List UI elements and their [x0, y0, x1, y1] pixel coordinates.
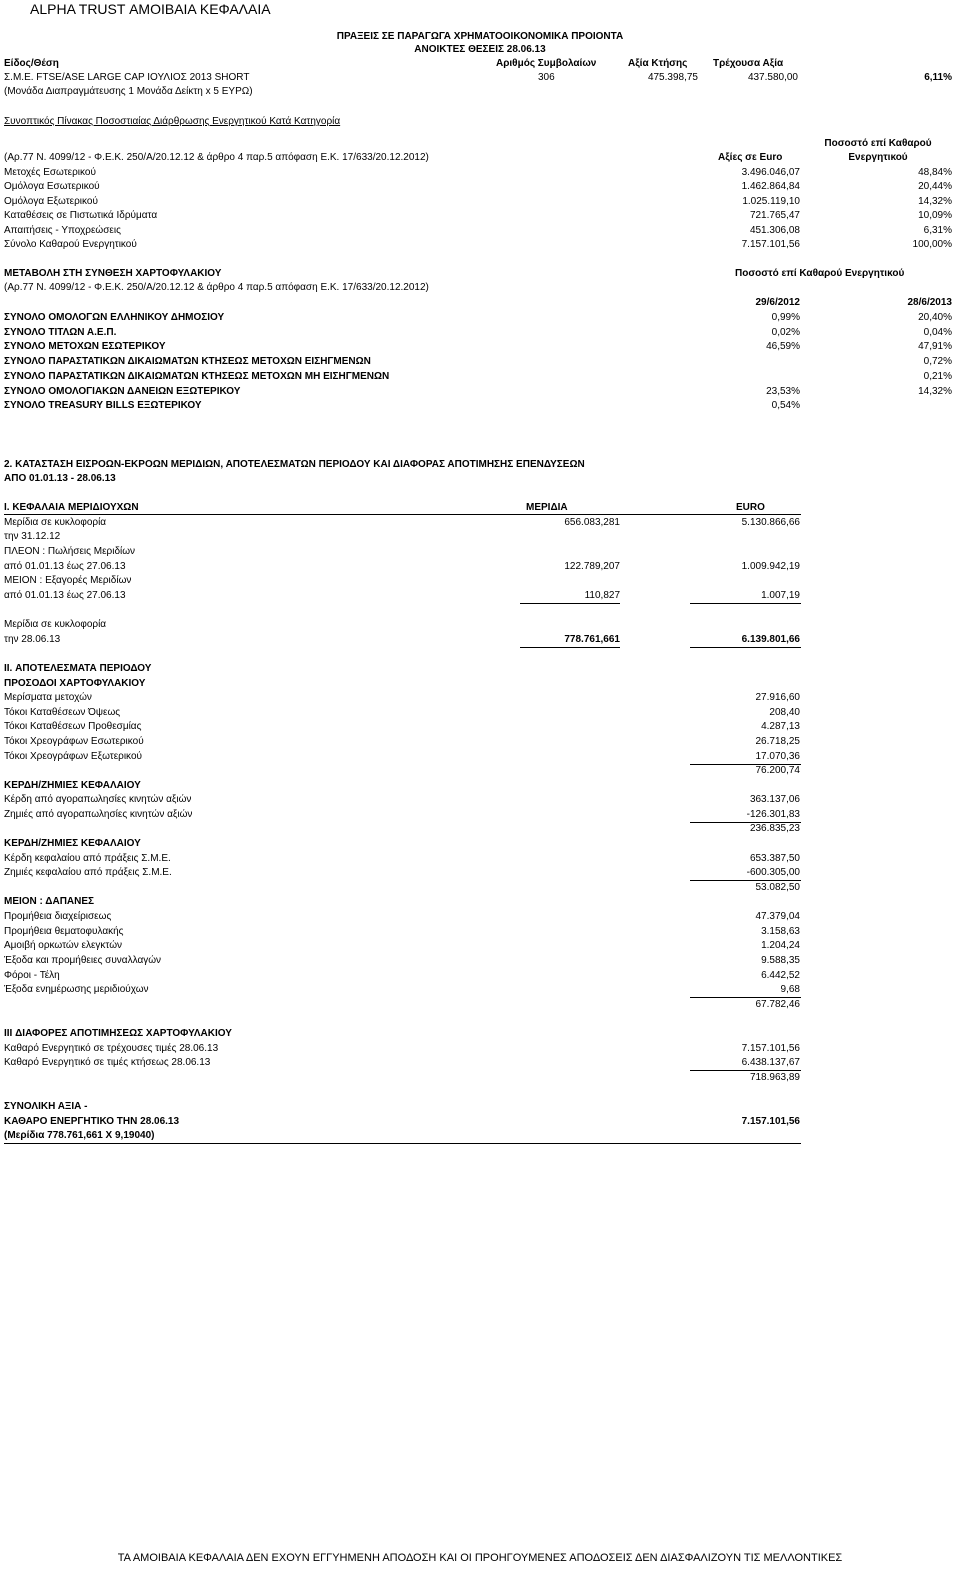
summary-pct: 48,84% — [918, 167, 952, 178]
change-v1: 23,53% — [766, 386, 800, 397]
capital-label: από 01.01.13 έως 27.06.13 — [4, 590, 126, 601]
summary-value: 451.306,08 — [749, 225, 800, 236]
capital-euro: 1.007,19 — [761, 590, 800, 601]
valuation-rule — [690, 1070, 801, 1071]
capital-col-euro: EURO — [736, 502, 765, 513]
summary-label: Απαιτήσεις - Υποχρεώσεις — [4, 225, 121, 236]
summary-label: Ομόλογα Εξωτερικού — [4, 196, 98, 207]
income-label: Τόκοι Χρεογράφων Εσωτερικού — [4, 736, 144, 747]
income-label: Τόκοι Καταθέσεων Όψεως — [4, 707, 121, 718]
derivative-cost: 475.398,75 — [647, 72, 698, 83]
change-v1: 46,59% — [766, 341, 800, 352]
summary-label: Μετοχές Εσωτερικού — [4, 167, 96, 178]
valuation-title: III ΔΙΑΦΟΡΕΣ ΑΠΟΤΙΜΗΣΕΩΣ ΧΑΡΤΟΦΥΛΑΚΙΟΥ — [4, 1028, 232, 1039]
income-total: 76.200,74 — [755, 765, 800, 776]
capital-title: I. ΚΕΦΑΛΑΙΑ ΜΕΡΙΔΙΟΥΧΩΝ — [4, 502, 139, 513]
change-label: ΣΥΝΟΛΟ ΠΑΡΑΣΤΑΤΙΚΩΝ ΔΙΚΑΙΩΜΑΤΩΝ ΚΤΗΣΕΩΣ ΜΕΤΟΧΩΝ ΜΗ ΕΙΣΗΓΜΕΝΩΝ — [4, 371, 390, 382]
income-label: Τόκοι Καταθέσεων Προθεσμίας — [4, 721, 142, 732]
expenses-title: ΜΕΙΟΝ : ΔΑΠΑΝΕΣ — [4, 896, 95, 907]
gains2-value: 653.387,50 — [749, 853, 800, 864]
change-date-1: 29/6/2012 — [755, 297, 800, 308]
summary-value: 7.157.101,56 — [741, 239, 800, 250]
expense-label: Φόροι - Τέλη — [4, 970, 60, 981]
income-label: Μερίσματα μετοχών — [4, 692, 92, 703]
gains1-title: ΚΕΡΔΗ/ΖΗΜΙΕΣ ΚΕΦΑΛΑΙΟΥ — [4, 780, 141, 791]
capital-label: Μερίδια σε κυκλοφορία — [4, 517, 107, 528]
col-cost: Αξία Κτήσης — [628, 58, 688, 69]
summary-label: Καταθέσεις σε Πιστωτικά Ιδρύματα — [4, 210, 158, 221]
col-type: Είδος/Θέση — [4, 58, 59, 69]
change-law: (Αρ.77 Ν. 4099/12 - Φ.Ε.Κ. 250/Α/20.12.12 & άρθρο 4 παρ.5 απόφαση Ε.Κ. 17/633/20.12.2012) — [4, 282, 429, 293]
gains2-rule — [690, 880, 801, 881]
change-v1: 0,02% — [771, 327, 800, 338]
summary-label: Σύνολο Καθαρού Ενεργητικού — [4, 239, 137, 250]
capital-euro-rule — [690, 603, 801, 604]
gains1-value: -126.301,83 — [746, 809, 800, 820]
capital-units-rule — [520, 603, 620, 604]
summary-col-value: Αξίες σε Euro — [718, 152, 783, 163]
total-rule — [4, 1143, 801, 1144]
capital-label: την 31.12.12 — [4, 531, 61, 542]
capital-label: ΠΛΕΟΝ : Πωλήσεις Μεριδίων — [4, 546, 136, 557]
income-value: 17.070,36 — [755, 751, 800, 762]
summary-label: Ομόλογα Εσωτερικού — [4, 181, 100, 192]
section2-period: ΑΠΟ 01.01.13 - 28.06.13 — [4, 473, 116, 484]
change-v2: 0,72% — [923, 356, 952, 367]
valuation-total: 718.963,89 — [749, 1072, 800, 1083]
capital-label: ΜΕΙΟΝ : Εξαγορές Μεριδίων — [4, 575, 132, 586]
valuation-label: Καθαρό Ενεργητικό σε τρέχουσες τιμές 28.06.13 — [4, 1043, 219, 1054]
change-date-2: 28/6/2013 — [907, 297, 952, 308]
gains1-label: Κέρδη από αγοραπωλησίες κινητών αξιών — [4, 794, 192, 805]
summary-pct: 6,31% — [923, 225, 952, 236]
capital-header-rule — [4, 514, 801, 515]
valuation-label: Καθαρό Ενεργητικό σε τιμές κτήσεως 28.06.13 — [4, 1057, 211, 1068]
gains2-title: ΚΕΡΔΗ/ΖΗΜΙΕΣ ΚΕΦΑΛΑΙΟΥ — [4, 838, 141, 849]
summary-title: Συνοπτικός Πίνακας Ποσοστιαίας Διάρθρωσης Ενεργητικού Κατά Κατηγορία — [4, 116, 341, 127]
change-label: ΣΥΝΟΛΟ ΠΑΡΑΣΤΑΤΙΚΩΝ ΔΙΚΑΙΩΜΑΤΩΝ ΚΤΗΣΕΩΣ ΜΕΤΟΧΩΝ ΕΙΣΗΓΜΕΝΩΝ — [4, 356, 371, 367]
change-label: ΣΥΝΟΛΟ ΤΙΤΛΩΝ Α.Ε.Π. — [4, 327, 117, 338]
change-v1: 0,54% — [771, 400, 800, 411]
summary-pct: 20,44% — [918, 181, 952, 192]
income-value: 27.916,60 — [755, 692, 800, 703]
total-label-1: ΣΥΝΟΛΙΚΗ ΑΞΙΑ - — [4, 1101, 88, 1112]
expense-label: Αμοιβή ορκωτών ελεγκτών — [4, 940, 123, 951]
capital-label: την 28.06.13 — [4, 634, 61, 645]
capital-units-total-rule — [520, 647, 620, 648]
change-v2: 20,40% — [918, 312, 952, 323]
total-label-3: (Μερίδια 778.761,661 Χ 9,19040) — [4, 1130, 155, 1141]
capital-euro-total-rule — [690, 647, 801, 648]
summary-col-pct-2: Ενεργητικού — [848, 152, 908, 163]
change-label: ΣΥΝΟΛΟ ΟΜΟΛΟΓΩΝ ΕΛΛΗΝΙΚΟΥ ΔΗΜΟΣΙΟΥ — [4, 312, 225, 323]
expense-label: Έξοδα ενημέρωσης μεριδιούχων — [4, 984, 149, 995]
capital-units-total: 778.761,661 — [564, 634, 620, 645]
derivative-pct: 6,11% — [924, 72, 952, 83]
expense-value: 9.588,35 — [761, 955, 800, 966]
expense-value: 47.379,04 — [755, 911, 800, 922]
derivative-current: 437.580,00 — [747, 72, 798, 83]
derivative-name: Σ.Μ.Ε. FTSE/ASE LARGE CAP ΙΟΥΛΙΟΣ 2013 SHORT — [4, 72, 250, 83]
valuation-value: 7.157.101,56 — [741, 1043, 800, 1054]
summary-value: 721.765,47 — [749, 210, 800, 221]
gains1-label: Ζημιές από αγοραπωλησίες κινητών αξιών — [4, 809, 193, 820]
derivative-note: (Μονάδα Διαπραγμάτευσης 1 Μονάδα Δείκτη x 5 ΕΥΡΩ) — [4, 86, 253, 97]
capital-units: 656.083,281 — [564, 517, 620, 528]
derivatives-subtitle: ΑΝΟΙΚΤΕΣ ΘΕΣΕΙΣ 28.06.13 — [414, 44, 546, 55]
change-v2: 0,04% — [923, 327, 952, 338]
gains1-total: 236.835,23 — [749, 823, 800, 834]
capital-units: 110,827 — [584, 590, 620, 601]
expense-value: 3.158,63 — [761, 926, 800, 937]
derivative-count: 306 — [538, 72, 555, 83]
income-value: 208,40 — [769, 707, 800, 718]
change-v2: 0,21% — [923, 371, 952, 382]
change-v2: 14,32% — [918, 386, 952, 397]
change-v1: 0,99% — [771, 312, 800, 323]
company-name: ALPHA TRUST ΑΜΟΙΒΑΙΑ ΚΕΦΑΛΑΙΑ — [30, 1, 271, 17]
capital-label: Μερίδια σε κυκλοφορία — [4, 619, 107, 630]
expense-value: 1.204,24 — [761, 940, 800, 951]
total-label-2: ΚΑΘΑΡΟ ΕΝΕΡΓΗΤΙΚΟ ΤΗΝ 28.06.13 — [4, 1116, 180, 1127]
change-title: ΜΕΤΑΒΟΛΗ ΣΤΗ ΣΥΝΘΕΣΗ ΧΑΡΤΟΦΥΛΑΚΙΟΥ — [4, 268, 222, 279]
expense-value: 9,68 — [780, 984, 800, 995]
capital-euro: 1.009.942,19 — [741, 561, 800, 572]
gains2-value: -600.305,00 — [746, 867, 800, 878]
summary-value: 1.462.864,84 — [741, 181, 800, 192]
gains2-label: Κέρδη κεφαλαίου από πράξεις Σ.Μ.Ε. — [4, 853, 171, 864]
expense-value: 6.442,52 — [761, 970, 800, 981]
capital-col-units: ΜΕΡΙΔΙΑ — [526, 502, 568, 513]
summary-pct: 10,09% — [918, 210, 952, 221]
col-contracts: Αριθμός Συμβολαίων — [496, 58, 597, 69]
change-label: ΣΥΝΟΛΟ ΜΕΤΟΧΩΝ ΕΣΩΤΕΡΙΚΟΥ — [4, 341, 166, 352]
expenses-rule — [690, 997, 801, 998]
summary-pct: 100,00% — [912, 239, 952, 250]
expenses-total: 67.782,46 — [755, 999, 800, 1010]
results-title: II. ΑΠΟΤΕΛΕΣΜΑΤΑ ΠΕΡΙΟΔΟΥ — [4, 663, 152, 674]
change-label: ΣΥΝΟΛΟ ΟΜΟΛΟΓΙΑΚΩΝ ΔΑΝΕΙΩΝ ΕΞΩΤΕΡΙΚΟΥ — [4, 386, 241, 397]
expense-label: Προμήθεια διαχείρισεως — [4, 911, 112, 922]
income-title: ΠΡΟΣΟΔΟΙ ΧΑΡΤΟΦΥΛΑΚΙΟΥ — [4, 678, 146, 689]
gains2-label: Ζημιές κεφαλαίου από πράξεις Σ.Μ.Ε. — [4, 867, 172, 878]
derivatives-title: ΠΡΑΞΕΙΣ ΣΕ ΠΑΡΑΓΩΓΑ ΧΡΗΜΑΤΟΟΙΚΟΝΟΜΙΚΑ ΠΡΟΙΟΝΤΑ — [336, 31, 624, 42]
total-value: 7.157.101,56 — [741, 1116, 800, 1127]
expense-label: Έξοδα και προμήθειες συναλλαγών — [4, 955, 162, 966]
expense-label: Προμήθεια θεματοφυλακής — [4, 926, 124, 937]
section2-title: 2. ΚΑΤΑΣΤΑΣΗ ΕΙΣΡΟΩΝ-ΕΚΡΟΩΝ ΜΕΡΙΔΙΩΝ, ΑΠΟΤΕΛΕΣΜΑΤΩΝ ΠΕΡΙΟΔΟΥ ΚΑΙ ΔΙΑΦΟΡΑΣ ΑΠΟΤΙΜΗΣΗΣ ΕΠΕΝΔΥΣΕΩΝ — [4, 459, 585, 470]
summary-value: 1.025.119,10 — [742, 196, 800, 207]
capital-units: 122.789,207 — [564, 561, 620, 572]
summary-col-pct-1: Ποσοστό επί Καθαρού — [824, 138, 932, 149]
col-current: Τρέχουσα Αξία — [713, 58, 784, 69]
summary-pct: 14,32% — [918, 196, 952, 207]
footer-disclaimer: ΤΑ ΑΜΟΙΒΑΙΑ ΚΕΦΑΛΑΙΑ ΔΕΝ ΕΧΟΥΝ ΕΓΓΥΗΜΕΝΗ ΑΠΟΔΟΣΗ ΚΑΙ ΟΙ ΠΡΟΗΓΟΥΜΕΝΕΣ ΑΠΟΔΟΣΕΙΣ ΔΕΝ ΔΙΑΣΦΑΛΙΖΟΥΝ ΤΙΣ ΜΕΛΛΟΝΤΙΚΕΣ — [117, 1552, 843, 1564]
income-value: 26.718,25 — [755, 736, 800, 747]
change-v2: 47,91% — [918, 341, 952, 352]
income-value: 4.287,13 — [761, 721, 800, 732]
change-col-header: Ποσοστό επί Καθαρού Ενεργητικού — [735, 268, 905, 279]
gains2-total: 53.082,50 — [755, 882, 800, 893]
change-label: ΣΥΝΟΛΟ TREASURY BILLS ΕΞΩΤΕΡΙΚΟΥ — [4, 400, 202, 411]
summary-value: 3.496.046,07 — [741, 167, 800, 178]
income-label: Τόκοι Χρεογράφων Εξωτερικού — [4, 751, 142, 762]
gains1-value: 363.137,06 — [749, 794, 800, 805]
valuation-value: 6.438.137,67 — [741, 1057, 800, 1068]
capital-euro-total: 6.139.801,66 — [741, 634, 800, 645]
capital-label: από 01.01.13 έως 27.06.13 — [4, 561, 126, 572]
summary-law: (Αρ.77 Ν. 4099/12 - Φ.Ε.Κ. 250/Α/20.12.12 & άρθρο 4 παρ.5 απόφαση Ε.Κ. 17/633/20.12.2012) — [4, 152, 429, 163]
capital-euro: 5.130.866,66 — [741, 517, 800, 528]
